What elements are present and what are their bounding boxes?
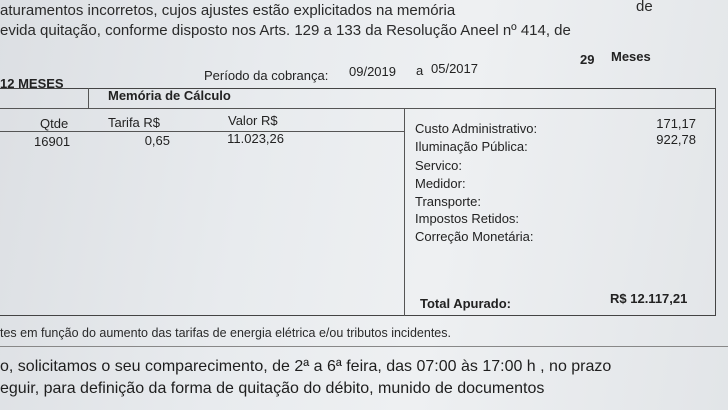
values-divider [404,108,405,316]
intro-line-2: evida quitação, conforme disposto nos Arts. 129 a 133 da Resolução Aneel nº 414, de [0,22,571,39]
charge-label: Correção Monetária: [415,229,534,244]
footnote-rule [0,346,728,347]
row-qtde: 16901 [34,134,71,149]
charge-label: Servico: [415,158,462,173]
paragraph-line-1: o, solicitamos o seu comparecimento, de 2ª a 6ª feira, das 07:00 às 17:00 h , no prazo [0,358,612,375]
total-value: R$ 12.117,21 [610,291,688,306]
footnote: tes em função do aumento das tarifas de energia elétrica e/ou tributos incidentes. [0,326,451,340]
cobranca-end: 05/2017 [431,61,478,76]
title-rule [0,108,716,109]
total-months: 29 [580,52,595,67]
charge-label: Impostos Retidos: [415,211,520,226]
intro-line-1-tail: de [636,0,653,15]
cobranca-start: 09/2019 [349,64,396,79]
intro-line-1: aturamentos incorretos, cujos ajustes estão explicitados na memória [0,2,456,19]
cobranca-label: Período da cobrança: [204,68,329,83]
total-label: Total Apurado: [420,296,511,311]
header-valor: Valor R$ [228,113,278,128]
header-rule [0,131,404,132]
row-valor: 11.023,26 [227,131,284,146]
charge-label: Custo Administrativo: [415,121,538,136]
charge-label: Medidor: [415,176,466,191]
title-divider [88,88,89,108]
total-months-unit: Meses [611,49,651,64]
charge-label: Transporte: [415,194,481,209]
charge-value: 922,78 [656,132,696,147]
header-qtde: Qtde [40,116,69,131]
months-label: 12 MESES [0,76,64,91]
header-tarifa: Tarifa R$ [108,115,161,130]
charge-value: 171,17 [656,116,696,131]
charge-label: Iluminação Pública: [415,139,528,154]
memoria-title: Memória de Cálculo [108,88,231,103]
cobranca-sep: a [416,63,424,78]
paragraph-line-2: eguir, para definição da forma de quitação do débito, munido de documentos [0,380,545,397]
row-tarifa: 0,65 [144,133,170,148]
